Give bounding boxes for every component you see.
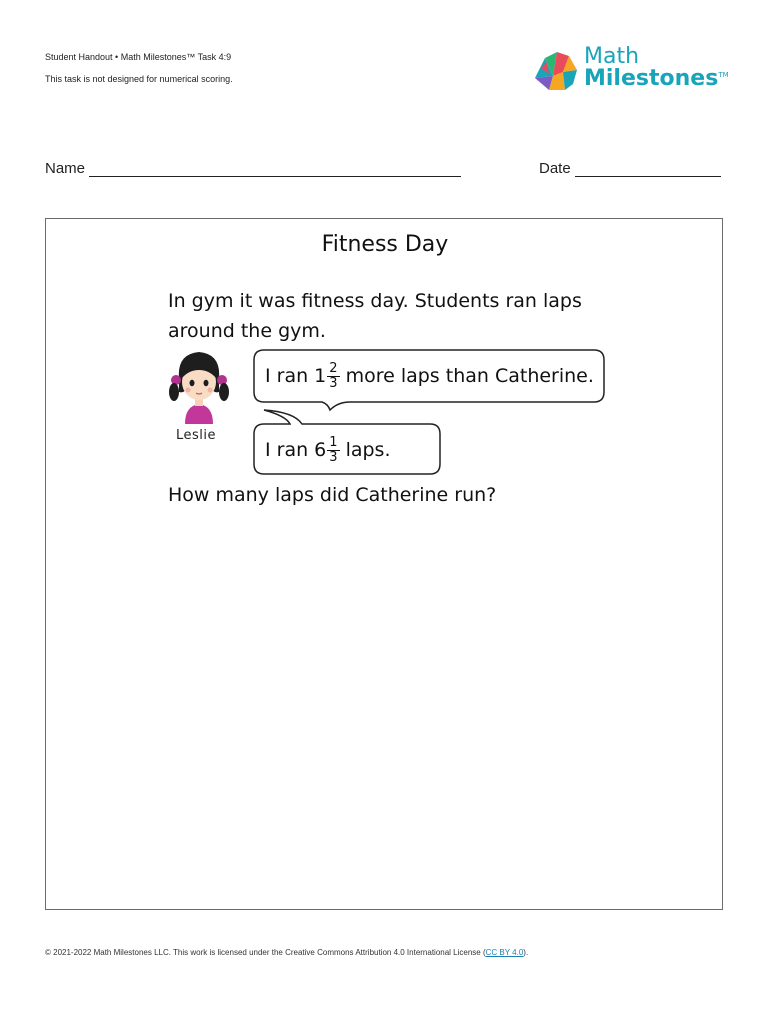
license-end: ). xyxy=(523,948,529,957)
cc-license-link[interactable]: CC BY 4.0 xyxy=(485,948,524,957)
mountain-logo-icon xyxy=(533,48,579,94)
fraction-two-thirds xyxy=(327,362,339,391)
statement-2-rest: laps. xyxy=(345,439,391,461)
license-footer xyxy=(45,948,528,957)
handout-header: Student Handout • Math Milestones™ Task 4:9 xyxy=(45,52,232,62)
date-label: Date xyxy=(539,160,571,177)
scoring-note: This task is not designed for numerical scoring. xyxy=(45,74,233,84)
statement-1-rest: more laps than Catherine. xyxy=(345,365,594,387)
date-field[interactable] xyxy=(539,160,721,177)
fraction-denominator: 3 xyxy=(329,375,338,391)
fraction-numerator: 1 xyxy=(329,434,338,450)
license-text: © 2021-2022 Math Milestones LLC. This work is licensed under the Creative Commons Attribution 4.0 International License ( xyxy=(45,948,486,957)
leslie-statement-1 xyxy=(265,356,594,396)
logo-word-milestones: Milestones™ xyxy=(584,66,729,91)
date-line[interactable] xyxy=(575,162,721,177)
fraction-one-third xyxy=(327,436,339,465)
task-intro: In gym it was fitness day. Students ran laps around the gym. xyxy=(168,290,582,342)
name-label: Name xyxy=(45,160,86,177)
task-title: Fitness Day xyxy=(321,232,449,257)
math-milestones-logo xyxy=(533,46,733,102)
logo-word-math: Math xyxy=(584,44,640,69)
name-line[interactable] xyxy=(89,162,461,177)
character-name: Leslie xyxy=(176,428,217,443)
task-question: How many laps did Catherine run? xyxy=(168,484,497,506)
leslie-statement-2 xyxy=(265,430,390,470)
name-field[interactable] xyxy=(45,160,461,177)
statement-1-whole: I ran 1 xyxy=(265,365,327,387)
girl-character-icon xyxy=(165,348,233,424)
logo-trademark: TM xyxy=(718,71,729,79)
statement-2-whole: I ran 6 xyxy=(265,439,327,461)
fraction-numerator: 2 xyxy=(329,360,338,376)
fraction-denominator: 3 xyxy=(329,449,338,465)
